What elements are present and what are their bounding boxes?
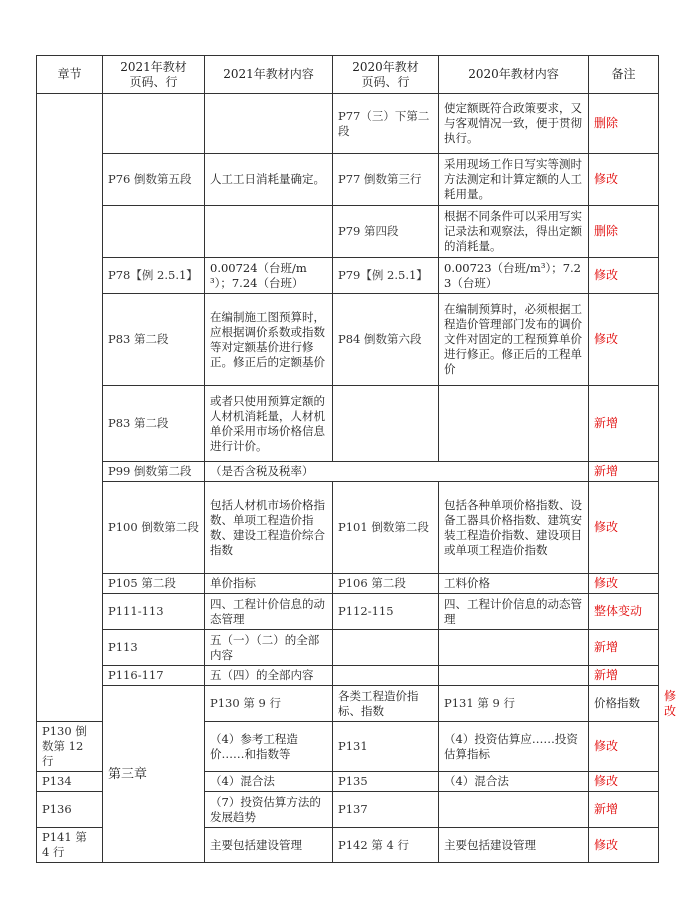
cell-2021-page: P99 倒数第二段 <box>103 462 205 482</box>
cell-2021-content: （4）混合法 <box>205 772 333 792</box>
table-row <box>37 594 659 630</box>
cell-2020-page: P112-115 <box>333 594 439 630</box>
cell-note: 删除 <box>589 206 659 258</box>
cell-2020-content: （4）投资估算应……投资估算指标 <box>439 722 589 772</box>
cell-note: 修改 <box>589 154 659 206</box>
cell-note: 修改 <box>589 828 659 863</box>
cell-note: 修改 <box>589 294 659 386</box>
cell-2021-content: （4）参考工程造价……和指数等 <box>205 722 333 772</box>
table-row: 第三章 P130 第 9 行 各类工程造价指标、指数 P131 第 9 行 价格指数 修改 <box>37 686 659 722</box>
cell-2021-content: 在编制施工图预算时，应根据调价系数或指数等对定额基价进行修正。修正后的定额基价 <box>205 294 333 386</box>
cell-2020-page: P79【例 2.5.1】 <box>333 258 439 294</box>
cell-note: 整体变动 <box>589 594 659 630</box>
cell-2021-content: 主要包括建设管理 <box>205 828 333 863</box>
cell-2020-content: 工料价格 <box>439 574 589 594</box>
cell-2021-content: 或者只使用预算定额的人材机消耗量，人材机单价采用市场价格信息进行计价。 <box>205 386 333 462</box>
cell-2020-content: 包括各种单项价格指数、设备工器具价格指数、建筑安装工程造价指数、建设项目或单项工程造价指数 <box>439 482 589 574</box>
cell-2021-content: 各类工程造价指标、指数 <box>333 686 439 722</box>
cell-2021-content: 四、工程计价信息的动态管理 <box>205 594 333 630</box>
cell-2020-content: 根据不同条件可以采用写实记录法和观察法，得出定额的消耗量。 <box>439 206 589 258</box>
cell-2021-page: P105 第二段 <box>103 574 205 594</box>
chapter-cell-blank <box>37 94 103 722</box>
cell-2020-page: P77 倒数第三行 <box>333 154 439 206</box>
cell-2020-page: P131 <box>333 722 439 772</box>
cell-2021-page: P100 倒数第二段 <box>103 482 205 574</box>
cell-2020-content: 0.00723（台班/m³）；7.23（台班） <box>439 258 589 294</box>
table-row <box>37 206 659 258</box>
cell-2021-page: P141 第 4 行 <box>37 828 103 863</box>
header-2020-content: 2020年教材内容 <box>439 56 589 94</box>
header-2021-page: 2021年教材 页码、行 <box>103 56 205 94</box>
cell-2020-page: P101 倒数第二段 <box>333 482 439 574</box>
cell-2020-page: P106 第二段 <box>333 574 439 594</box>
cell-2020-content: （4）混合法 <box>439 772 589 792</box>
cell-2021-page: P83 第二段 <box>103 294 205 386</box>
cell-2020-content: 在编制预算时，必须根据工程造价管理部门发布的调价文件对固定的工程预算单价进行修正。修正后的工程单价 <box>439 294 589 386</box>
cell-2021-content: 五（四）的全部内容 <box>205 666 333 686</box>
cell-note: 新增 <box>589 666 659 686</box>
textbook-change-table <box>36 55 677 863</box>
cell-2021-page <box>103 94 205 154</box>
cell-note: 修改 <box>589 722 659 772</box>
cell-2021-page: P111-113 <box>103 594 205 630</box>
header-chapter: 章节 <box>37 56 103 94</box>
cell-2020-page: P142 第 4 行 <box>333 828 439 863</box>
cell-2020-content: 主要包括建设管理 <box>439 828 589 863</box>
cell-merged-content: （是否含税及税率） <box>205 462 589 482</box>
cell-2021-page: P76 倒数第五段 <box>103 154 205 206</box>
cell-2021-content: （7）投资估算方法的发展趋势 <box>205 792 333 828</box>
cell-2021-page: P134 <box>37 772 103 792</box>
table-row <box>37 386 659 462</box>
cell-2021-page: P136 <box>37 792 103 828</box>
cell-2021-content: 包括人材机市场价格指数、单项工程造价指数、建设工程造价综合指数 <box>205 482 333 574</box>
table-row <box>37 154 659 206</box>
cell-2020-page: P77（三）下第二段 <box>333 94 439 154</box>
table-row <box>37 666 659 686</box>
cell-2020-content <box>439 386 589 462</box>
cell-2020-page: P137 <box>333 792 439 828</box>
chapter-cell-3: 第三章 <box>103 686 205 863</box>
cell-2020-page <box>333 630 439 666</box>
cell-2020-content: 价格指数 <box>589 686 659 722</box>
cell-2021-page: P130 第 9 行 <box>205 686 333 722</box>
cell-2020-page: P131 第 9 行 <box>439 686 589 722</box>
cell-2021-page: P83 第二段 <box>103 386 205 462</box>
cell-note: 删除 <box>589 94 659 154</box>
cell-2021-page: P130 倒数第 12 行 <box>37 722 103 772</box>
cell-note: 修改 <box>589 772 659 792</box>
cell-2020-content <box>439 630 589 666</box>
table-row <box>37 294 659 386</box>
cell-2020-content <box>439 792 589 828</box>
header-2021-content: 2021年教材内容 <box>205 56 333 94</box>
cell-note: 修改 <box>589 258 659 294</box>
cell-note: 新增 <box>589 386 659 462</box>
cell-2021-page: P116-117 <box>103 666 205 686</box>
cell-2021-page <box>103 206 205 258</box>
cell-2020-page: P84 倒数第六段 <box>333 294 439 386</box>
cell-2021-page: P78【例 2.5.1】 <box>103 258 205 294</box>
cell-2020-page <box>333 386 439 462</box>
cell-2021-content <box>205 94 333 154</box>
cell-2021-page: P113 <box>103 630 205 666</box>
table-header-row <box>37 56 659 94</box>
cell-2020-page: P135 <box>333 772 439 792</box>
table-row <box>37 462 659 482</box>
cell-2021-content <box>205 206 333 258</box>
table-row <box>37 482 659 574</box>
cell-note: 新增 <box>589 630 659 666</box>
cell-2021-content: 人工工日消耗量确定。 <box>205 154 333 206</box>
table-row <box>37 630 659 666</box>
cell-2020-content: 使定额既符合政策要求，又与客观情况一致，便于贯彻执行。 <box>439 94 589 154</box>
cell-2021-content: 单价指标 <box>205 574 333 594</box>
cell-2020-content <box>439 666 589 686</box>
cell-note: 修改 <box>589 574 659 594</box>
cell-2021-content: 0.00724（台班/m³）；7.24（台班） <box>205 258 333 294</box>
table-row <box>37 574 659 594</box>
cell-2020-content: 四、工程计价信息的动态管理 <box>439 594 589 630</box>
cell-note: 新增 <box>589 462 659 482</box>
cell-2021-content: 五（一）（二）的全部内容 <box>205 630 333 666</box>
cell-2020-content: 采用现场工作日写实等测时方法测定和计算定额的人工耗用量。 <box>439 154 589 206</box>
cell-2020-page <box>333 666 439 686</box>
cell-note: 新增 <box>589 792 659 828</box>
header-note: 备注 <box>589 56 659 94</box>
header-2020-page: 2020年教材 页码、行 <box>333 56 439 94</box>
cell-2020-page: P79 第四段 <box>333 206 439 258</box>
table-row <box>37 94 659 154</box>
cell-note: 修改 <box>589 482 659 574</box>
table-row <box>37 258 659 294</box>
